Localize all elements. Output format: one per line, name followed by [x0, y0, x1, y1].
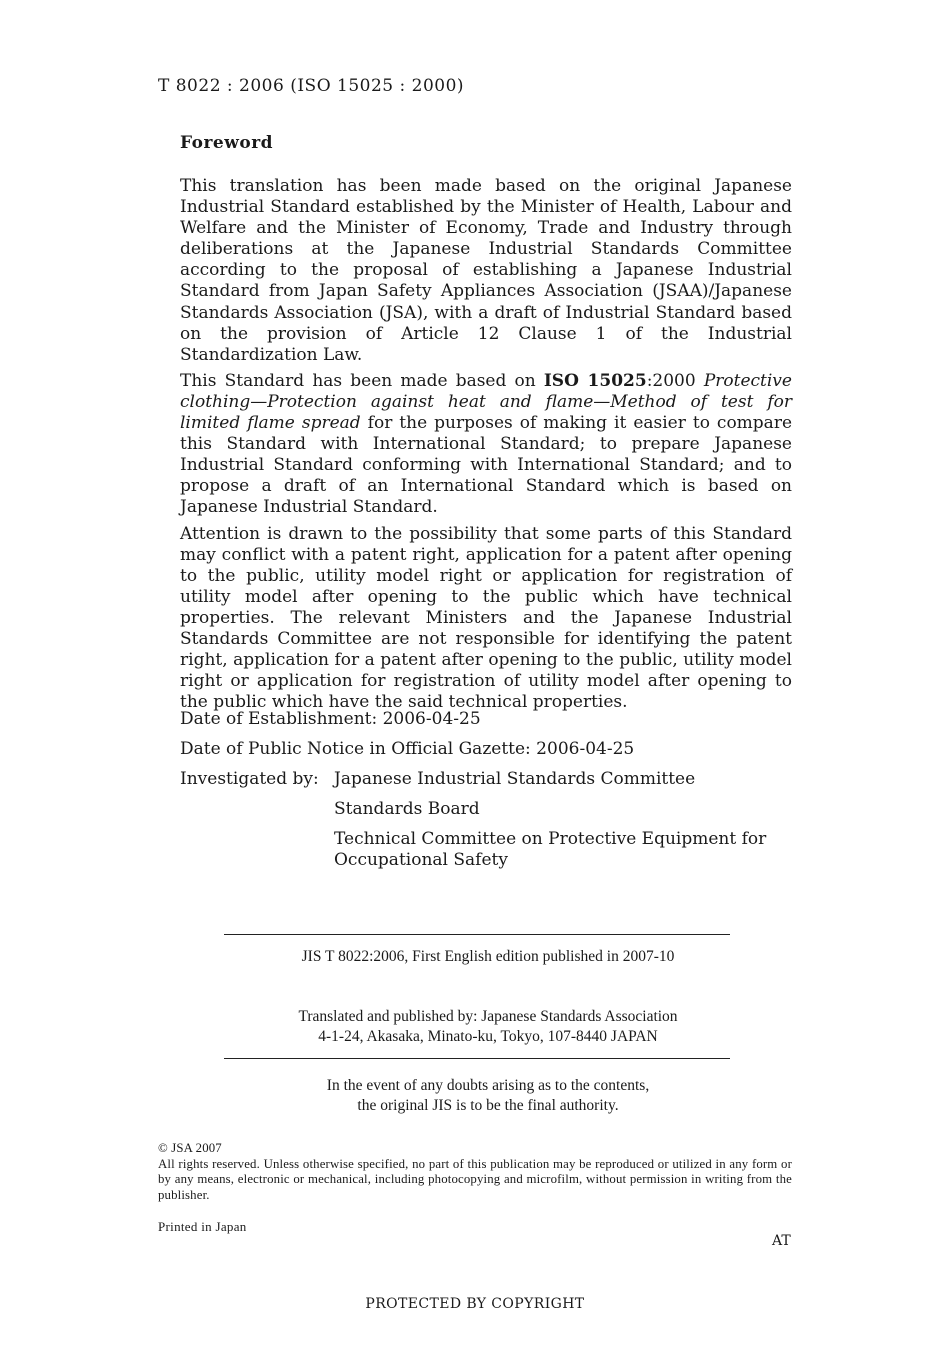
iso-reference: ISO 15025: [543, 370, 647, 391]
divider-top: [224, 934, 730, 935]
investigated-by-label: Investigated by:: [180, 769, 319, 789]
copyright-footer: PROTECTED BY COPYRIGHT: [365, 1296, 585, 1312]
edition-line: JIS T 8022:2006, First English edition published in 2007-10: [301, 948, 675, 965]
iso-year: :2000: [646, 370, 704, 391]
investigated-by-committee: Japanese Industrial Standards Committee: [334, 769, 696, 789]
date-of-establishment: Date of Establishment: 2006-04-25: [180, 709, 481, 729]
foreword-heading: Foreword: [180, 133, 274, 153]
investigated-by-technical-committee: Technical Committee on Protective Equipment for Occupational Safety: [334, 829, 767, 870]
page-mark: AT: [772, 1233, 791, 1249]
foreword-paragraph-3: Attention is drawn to the possibility that some parts of this Standard may conflict with a patent right, application for a patent after opening to the public, utility model right or application for registration of utility model after opening to the public which have technical properties. The relevant Ministers and the Japanese Industrial Standards Committee are not responsible for identifying the patent right, application for a patent after opening to the public, utility model right or application for registration of utility model after opening to the public which have the said technical properties.: [180, 523, 792, 713]
divider-bottom: [224, 1058, 730, 1059]
printed-in: Printed in Japan: [158, 1219, 247, 1234]
authority-line-1: In the event of any doubts arising as to the contents,: [326, 1077, 650, 1094]
copyright-notice: © JSA 2007: [158, 1141, 222, 1155]
paragraph-2-rest: for the purposes of making it easier to compare this Standard with International Standard; to prepare Japanese Industrial Standard conforming with International Standard; and to propose a draft of an International Standard which is based on Japanese Industrial Standard.: [180, 413, 793, 518]
authority-line-2: the original JIS is to be the final authority.: [357, 1097, 619, 1114]
publisher-line-1: Translated and published by: Japanese Standards Association: [298, 1008, 678, 1025]
foreword-paragraph-1: This translation has been made based on the original Japanese Industrial Standard established by the Minister of Health, Labour and Welfare and the Minister of Economy, Trade and Industry through deliberations at the Japanese Industrial Standards Committee according to the proposal of establishing a Japanese Industrial Standard from Japan Safety Appliances Association (JSAA)/Japanese Standards Association (JSA), with a draft of Industrial Standard based on the provision of Article 12 Clause 1 of the Industrial Standardization Law.: [180, 176, 792, 365]
investigated-by-board: Standards Board: [334, 799, 480, 819]
document-designation: T 8022 : 2006 (ISO 15025 : 2000): [158, 76, 465, 96]
date-of-public-notice: Date of Public Notice in Official Gazette: 2006-04-25: [180, 739, 635, 759]
foreword-paragraph-2: [180, 371, 792, 519]
foreword-body: [180, 176, 792, 713]
iso-title: Protective clothing—Protection against heat and flame—Method of test for limited flame spread: [180, 370, 792, 434]
copyright-rights: All rights reserved. Unless otherwise specified, no part of this publication may be reproduced or utilized in any form or by any means, electronic or mechanical, including photocopying and microfilm, without permission in writing from the publisher.: [158, 1157, 792, 1202]
publisher-address: 4-1-24, Akasaka, Minato-ku, Tokyo, 107-8440 JAPAN: [318, 1028, 658, 1045]
paragraph-2-intro: This Standard has been made based on: [180, 370, 544, 391]
